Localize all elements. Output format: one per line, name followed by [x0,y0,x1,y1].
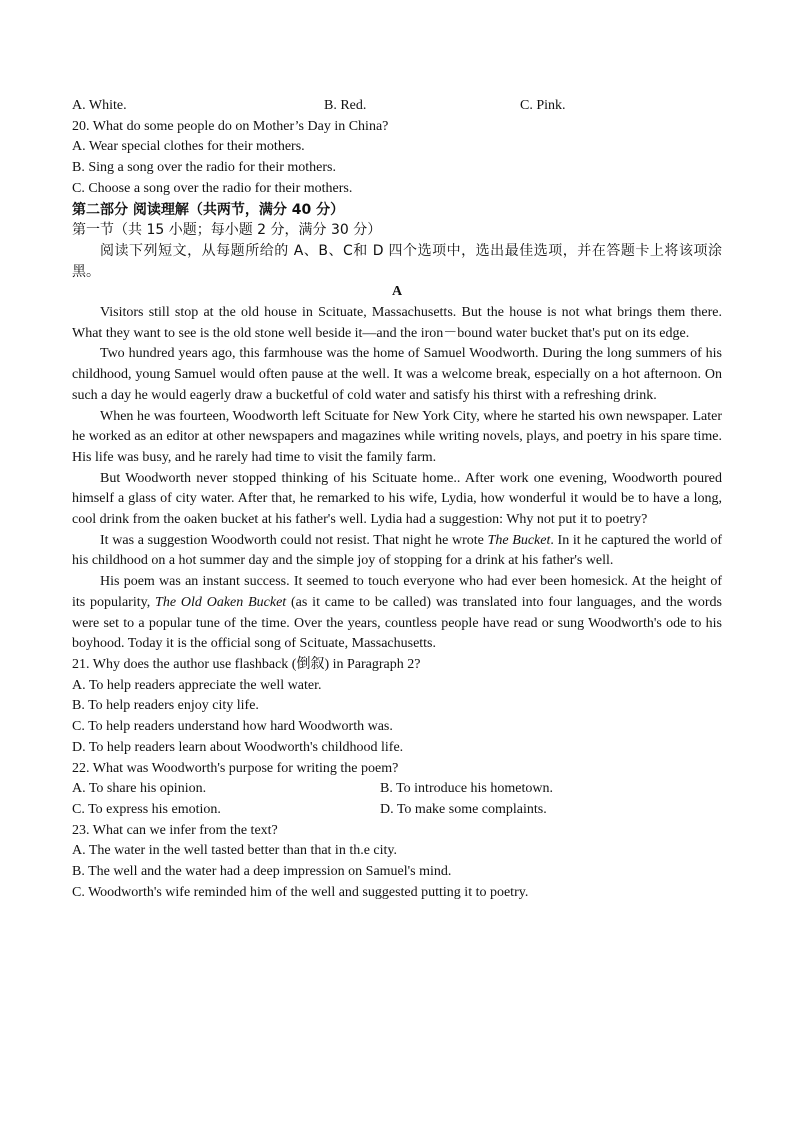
q20-stem: 20. What do some people do on Mother’s Day in China? [72,118,389,134]
p6-text-before: His poem was an instant success. It seemed to touch everyone who had ever been homesick. At the height of its popularity, [72,574,722,610]
q21-stem: 21. Why does the author use flashback (倒叙) in Paragraph 2? [72,656,421,672]
instruction: 阅读下列短文，从每题所给的 A、B、C和 D 四个选项中，选出最佳选项，并在答题卡上将该项涂黑。 [72,242,722,280]
q19-option-b: B. Red. [324,98,367,113]
q20-option-b: B. Sing a song over the radio for their mothers. [72,160,337,176]
q20-option-c: C. Choose a song over the radio for their mothers. [72,180,353,196]
q22-option-b: B. To introduce his hometown. [380,781,553,797]
q22-option-d: D. To make some complaints. [380,801,547,817]
passage-label: A [391,284,403,300]
q22-option-c: C. To express his emotion. [72,801,221,817]
p6-text-after: (as it came to be called) was translated into four languages, and the words were set to a popular tune of the time. Over the years, countless people have read or sung Woodworth's ode to his boyhood. Today it is the official song of Scituate, Massachusetts. [72,594,723,652]
passage-paragraph-1: Visitors still stop at the old house in Scituate, Massachusetts. But the house is not what brings them there. What they want to see is the old stone well beside it—and the iron－bound water bucket that's put on its edge. [72,305,722,341]
q19-options [72,96,722,117]
q20-option-a: A. Wear special clothes for their mothers. [72,139,305,155]
q23-option-b: B. The well and the water had a deep impression on Samuel's mind. [72,864,452,880]
passage-paragraph-6 [72,572,722,655]
passage-paragraph-5 [72,531,722,572]
q23-option-c: C. Woodworth's wife reminded him of the well and suggested putting it to poetry. [72,884,529,900]
part-title: 第二部分 阅读理解（共两节，满分 40 分） [72,201,345,218]
q22-stem: 22. What was Woodworth's purpose for writing the poem? [72,760,399,776]
q19-option-c: C. Pink. [520,98,566,113]
passage-paragraph-2: Two hundred years ago, this farmhouse was the home of Samuel Woodworth. During the long summers of his childhood, young Samuel would often pause at the well. It was a welcome break, especially on a hot afternoon. On such a day he would eagerly draw a bucketful of cold water and satisfy his thirst with a refreshing drink. [72,346,722,403]
q19-option-a: A. White. [72,98,127,113]
passage-paragraph-4: But Woodworth never stopped thinking of his Scituate home.. After work one evening, Woodworth poured himself a glass of city water. After that, he remarked to his wife, Lydia, how wonderful it would be to have a long, cool drink from the oaken bucket at his father's well. Lydia had a suggestion: Why not put it to poetry? [72,470,722,528]
q23-stem: 23. What can we infer from the text? [72,822,278,838]
subsection-title: 第一节（共 15 小题；每小题 2 分，满分 30 分） [72,222,382,239]
q23-option-a: A. The water in the well tasted better than that in th.e city. [72,843,398,859]
q22-options-row-2 [72,800,722,821]
poem-title-bucket: The Bucket [487,532,551,548]
q22-option-a: A. To share his opinion. [72,781,207,797]
exam-page [72,96,722,903]
q21-option-d: D. To help readers learn about Woodworth's childhood life. [72,739,404,755]
q21-option-c: C. To help readers understand how hard Woodworth was. [72,719,393,735]
q21-option-a: A. To help readers appreciate the well water. [72,677,322,693]
p5-text-before: It was a suggestion Woodworth could not resist. That night he wrote [100,532,488,548]
poem-title-old-oaken-bucket: The Old Oaken Bucket [155,594,287,610]
passage-paragraph-3: When he was fourteen, Woodworth left Scituate for New York City, where he started his own newspaper. Later he worked as an editor at other newspapers and magazines while writing novels, plays, and poetry in his spare time. His life was busy, and he rarely had time to visit the family farm. [72,408,722,465]
passage [72,303,722,655]
q21-option-b: B. To help readers enjoy city life. [72,698,259,714]
p5-text-after: . In it he captured the world of his childhood on a hot summer day and the simple joy of stopping for a drink at his father's well. [72,532,722,569]
q22-options-row-1 [72,779,722,800]
